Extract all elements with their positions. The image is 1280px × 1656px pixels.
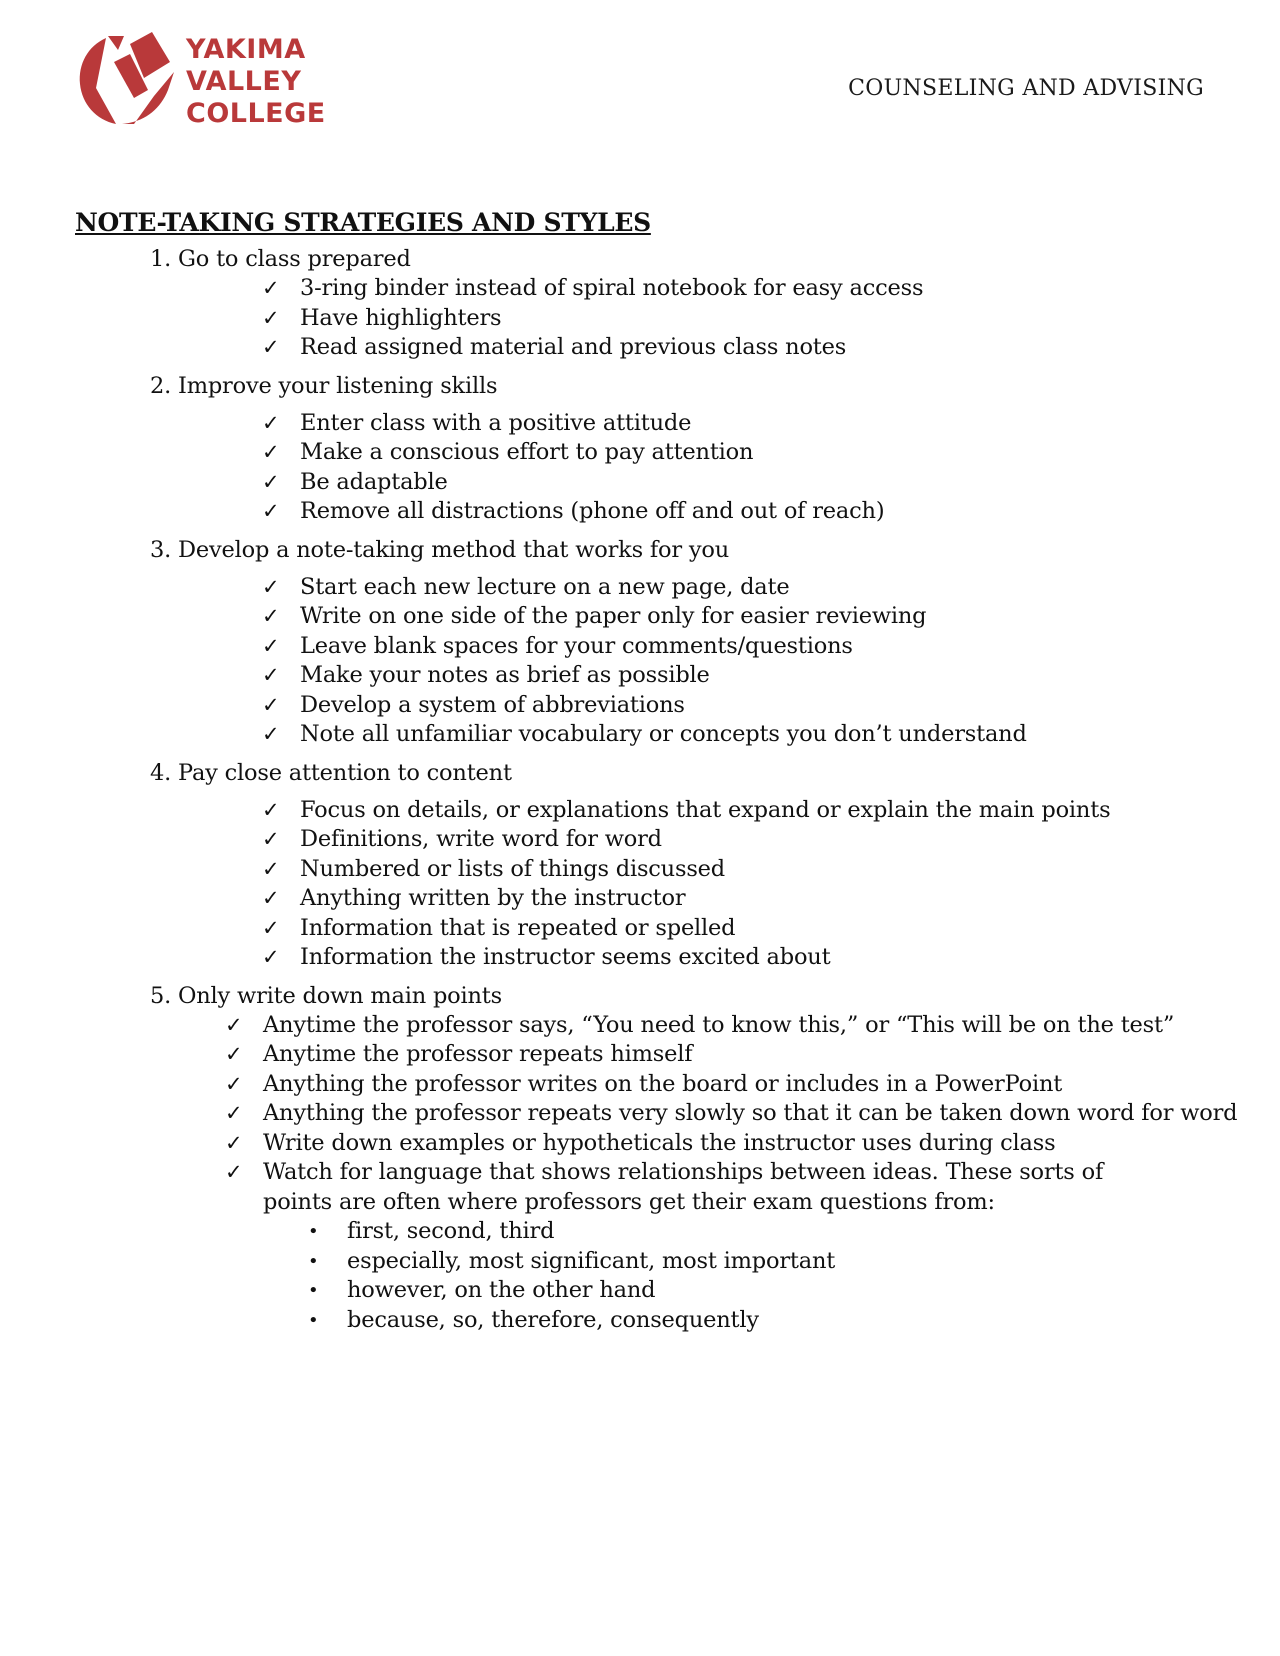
checkmark-icon: ✓ [262, 633, 280, 658]
checklist [0, 409, 1280, 527]
checkmark-icon: ✓ [262, 574, 280, 599]
list-item: ✓ Leave blank spaces for your comments/questions [0, 632, 1280, 662]
section-heading: 5. Only write down main points [150, 982, 503, 1009]
checkmark-icon: ✓ [225, 1101, 243, 1125]
checkmark-icon: ✓ [262, 469, 280, 494]
list-item: ✓ Information the instructor seems excited about [0, 943, 1280, 973]
list-item: ✓ Anytime the professor says, “You need to know this,” or “This will be on the test” [0, 1011, 1280, 1041]
checkmark-icon: ✓ [262, 305, 280, 330]
logo-line-3: COLLEGE [186, 98, 326, 129]
checkmark-icon: ✓ [225, 1042, 243, 1066]
checkmark-icon: ✓ [262, 335, 280, 359]
section-heading: 1. Go to class prepared [150, 246, 411, 272]
list-item: • because, so, therefore, consequently [0, 1306, 1280, 1336]
bullet-icon: • [308, 1280, 319, 1301]
list-item: ✓ Start each new lecture on a new page, date [0, 573, 1280, 603]
section-heading: 4. Pay close attention to content [150, 759, 512, 786]
list-item: • however, on the other hand [0, 1276, 1280, 1306]
checkmark-icon: ✓ [225, 1130, 243, 1155]
list-item: ✓ Remove all distractions (phone off and out of reach) [0, 497, 1280, 527]
checkmark-icon: ✓ [262, 856, 280, 881]
bullet-icon: • [308, 1221, 319, 1242]
document-body [0, 244, 1280, 1335]
logo-line-2: VALLEY [186, 66, 302, 97]
list-item: ✓ Anything the professor repeats very slowly so that it can be taken down word for word [0, 1099, 1280, 1129]
list-item: ✓ Have highlighters [0, 304, 1280, 334]
logo-line-1: YAKIMA [186, 34, 306, 65]
list-item: ✓ Numbered or lists of things discussed [0, 855, 1280, 885]
list-item: ✓ Enter class with a positive attitude [0, 409, 1280, 439]
list-item: • first, second, third [0, 1217, 1280, 1247]
section-heading: 2. Improve your listening skills [150, 372, 498, 399]
bullet-icon: • [308, 1250, 319, 1272]
list-item: ✓ Anything written by the instructor [0, 884, 1280, 914]
checkmark-icon: ✓ [262, 499, 280, 523]
checkmark-icon: ✓ [262, 915, 280, 940]
list-item: ✓ Write on one side of the paper only for easier reviewing [0, 602, 1280, 632]
checkmark-icon: ✓ [262, 886, 280, 910]
checkmark-icon: ✓ [262, 827, 280, 851]
checkmark-icon: ✓ [262, 440, 280, 464]
checkmark-icon: ✓ [262, 663, 280, 687]
list-item: • especially, most significant, most important [0, 1247, 1280, 1277]
checkmark-icon: ✓ [225, 1071, 243, 1096]
checkmark-icon: ✓ [262, 797, 280, 822]
checkmark-icon: ✓ [262, 410, 280, 435]
list-item: ✓ Write down examples or hypotheticals the instructor uses during class [0, 1129, 1280, 1159]
checklist [0, 796, 1280, 973]
page-title: NOTE-TAKING STRATEGIES AND STYLES [75, 208, 651, 237]
list-item: ✓ Read assigned material and previous class notes [0, 333, 1280, 363]
list-item: ✓ 3-ring binder instead of spiral notebook for easy access [0, 274, 1280, 304]
section-heading: 3. Develop a note-taking method that works for you [150, 536, 730, 563]
checkmark-icon: ✓ [262, 604, 280, 628]
list-item: ✓ Make a conscious effort to pay attention [0, 438, 1280, 468]
list-item: ✓ Definitions, write word for word [0, 825, 1280, 855]
checklist [0, 274, 1280, 363]
college-logo [78, 32, 326, 132]
checkmark-icon: ✓ [225, 1012, 243, 1037]
college-emblem-icon [78, 32, 178, 132]
list-item: ✓ Make your notes as brief as possible [0, 661, 1280, 691]
bullet-icon: • [308, 1309, 319, 1331]
checkmark-icon: ✓ [225, 1160, 243, 1184]
list-item: ✓ Develop a system of abbreviations [0, 691, 1280, 721]
list-item: ✓ Watch for language that shows relationships between ideas. These sorts of points are often where professors get their exam questions from: [225, 1159, 1104, 1215]
list-item: ✓ Anytime the professor repeats himself [0, 1040, 1280, 1070]
list-item: ✓ Focus on details, or explanations that expand or explain the main points [0, 796, 1280, 826]
checkmark-icon: ✓ [262, 722, 280, 746]
list-item: ✓ Be adaptable [0, 468, 1280, 498]
checkmark-icon: ✓ [262, 692, 280, 717]
logo-wordmark [186, 34, 326, 130]
department-header: COUNSELING AND ADVISING [848, 76, 1204, 101]
checkmark-icon: ✓ [262, 276, 280, 300]
list-item: ✓ Note all unfamiliar vocabulary or concepts you don’t understand [0, 720, 1280, 750]
checkmark-icon: ✓ [262, 945, 280, 969]
bullet-list [0, 1217, 1280, 1335]
checklist [0, 573, 1280, 750]
list-item: ✓ Anything the professor writes on the board or includes in a PowerPoint [0, 1070, 1280, 1100]
checklist [0, 1011, 1280, 1218]
list-item: ✓ Information that is repeated or spelled [0, 914, 1280, 944]
